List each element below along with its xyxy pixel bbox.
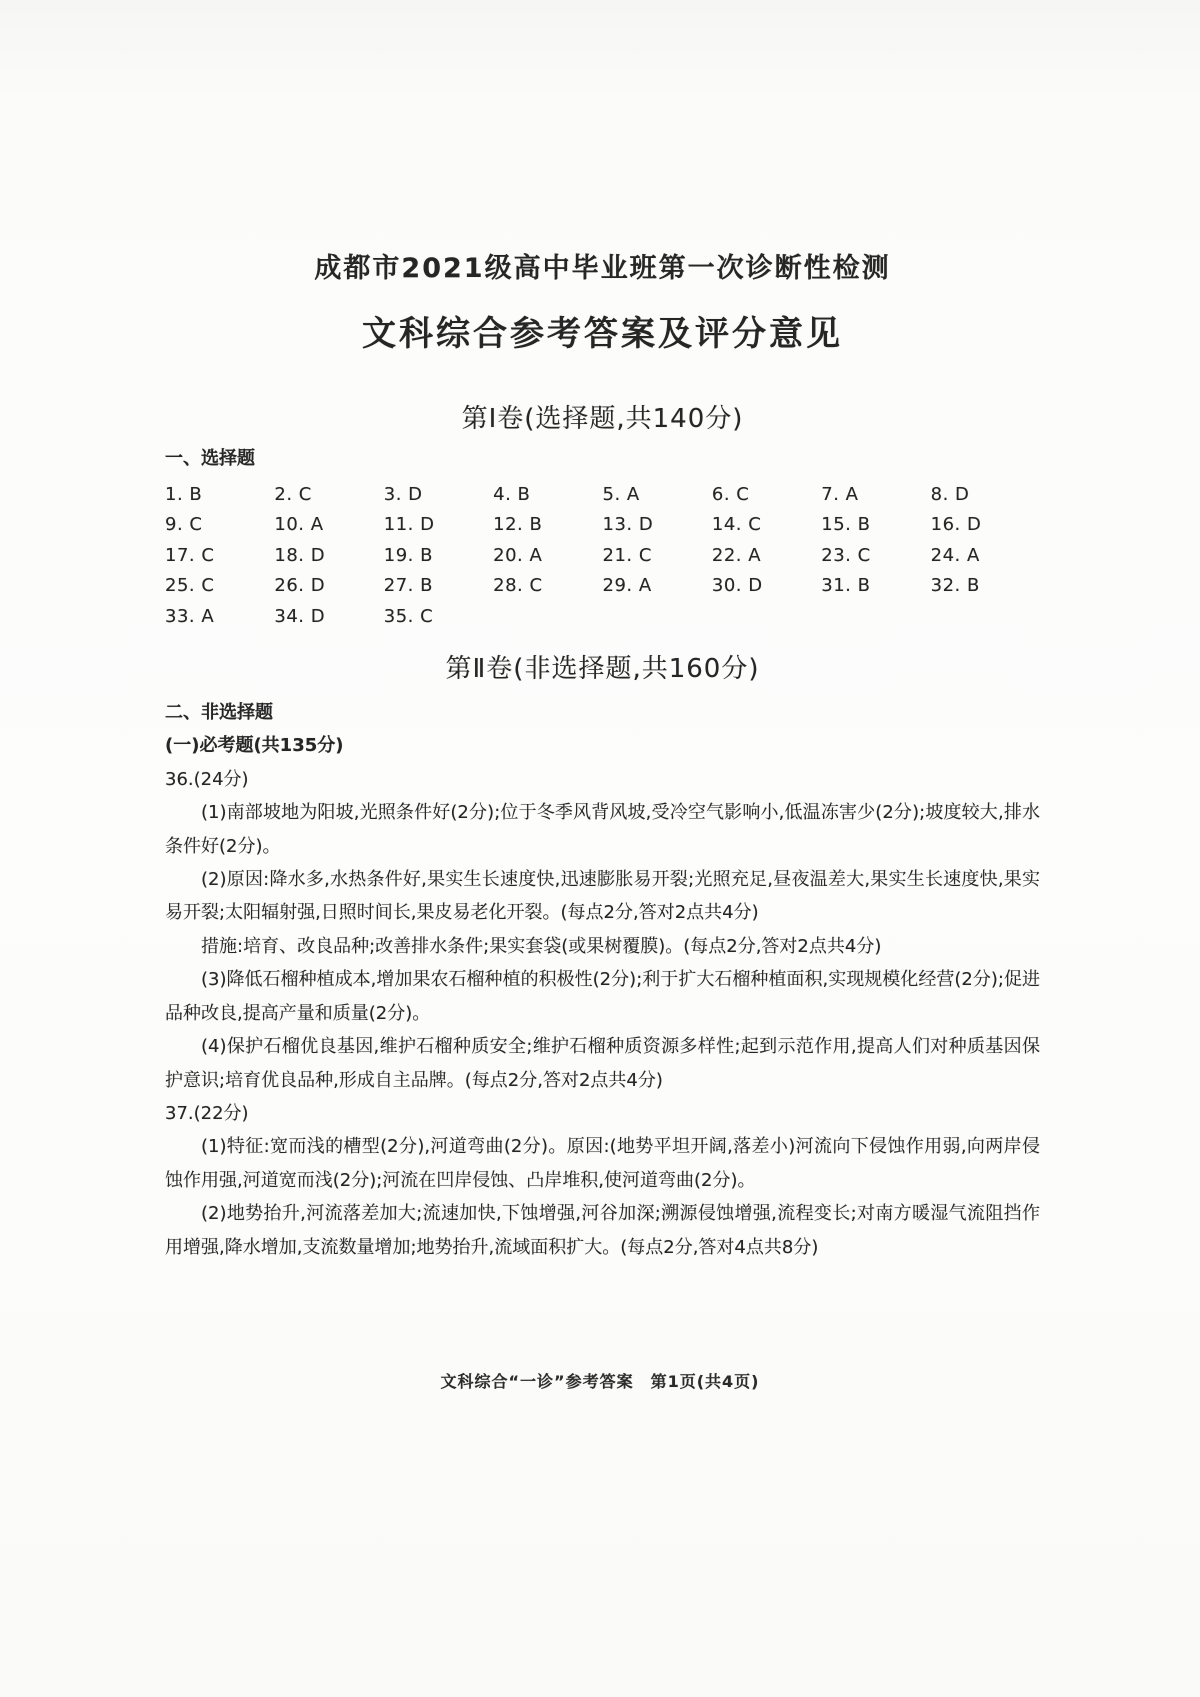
q37-answer-paragraph-1: (1)特征:宽而浅的槽型(2分),河道弯曲(2分)。原因:(地势平坦开阔,落差小)河流向下侵蚀作用弱,向两岸侵蚀作用强,河道宽而浅(2分);河流在凹岸侵蚀、凸岸堆积,使河道弯曲(2分)。 bbox=[165, 1136, 1040, 1191]
answer-cell-8: 8. D bbox=[930, 484, 970, 505]
part2-heading: 第Ⅱ卷(非选择题,共160分) bbox=[445, 654, 760, 685]
part2-section-label: 二、非选择题 bbox=[165, 702, 273, 724]
answer-cell-35: 35. C bbox=[383, 605, 434, 627]
answer-cell-20: 20. A bbox=[493, 544, 543, 566]
answer-cell-6: 6. C bbox=[711, 484, 750, 505]
answer-cell-13: 13. D bbox=[602, 514, 654, 536]
answer-cell-14: 14. C bbox=[711, 514, 762, 536]
part1-heading: 第Ⅰ卷(选择题,共140分) bbox=[461, 404, 744, 434]
part1-section-label: 一、选择题 bbox=[165, 448, 255, 469]
answer-cell-19: 19. B bbox=[383, 544, 433, 566]
answer-cell-26: 26. D bbox=[274, 575, 326, 597]
multiple-choice-answer-grid bbox=[165, 480, 1040, 632]
answer-cell-22: 22. A bbox=[711, 544, 762, 566]
q37-answer-paragraph-2: (2)地势抬升,河流落差加大;流速加快,下蚀增强,河谷加深;溯源侵蚀增强,流程变长;对南方暖湿气流阻挡作用增强,降水增加,支流数量增加;地势抬升,流域面积扩大。(每点2分,答对4点共8分) bbox=[165, 1203, 1040, 1258]
page-footer bbox=[0, 1370, 1200, 1394]
answer-cell-10: 10. A bbox=[274, 514, 324, 536]
q36-answer-paragraph-1: (1)南部坡地为阳坡,光照条件好(2分);位于冬季风背风坡,受冷空气影响小,低温冻害少(2分);坡度较大,排水条件好(2分)。 bbox=[165, 802, 1040, 857]
question-37-number: 37.(22分) bbox=[165, 1102, 249, 1124]
answer-cell-31: 31. B bbox=[821, 575, 871, 597]
answer-cell-9: 9. C bbox=[165, 514, 203, 536]
answer-cell-7: 7. A bbox=[821, 484, 859, 505]
answer-cell-3: 3. D bbox=[383, 484, 423, 505]
answer-cell-17: 17. C bbox=[165, 544, 215, 566]
answer-cell-29: 29. A bbox=[602, 575, 652, 597]
answer-cell-4: 4. B bbox=[493, 484, 531, 505]
q36-answer-paragraph-4: (3)降低石榴种植成本,增加果农石榴种植的积极性(2分);利于扩大石榴种植面积,实现规模化经营(2分);促进品种改良,提高产量和质量(2分)。 bbox=[165, 969, 1040, 1024]
answer-cell-12: 12. B bbox=[493, 514, 543, 536]
footer-text: 文科综合“一诊”参考答案 第1页(共4页) bbox=[440, 1372, 760, 1391]
answer-cell-15: 15. B bbox=[821, 514, 871, 536]
answer-cell-32: 32. B bbox=[930, 575, 980, 597]
document-title-line1: 成都市2021级高中毕业班第一次诊断性检测 bbox=[314, 253, 891, 284]
q36-answer-paragraph-5: (4)保护石榴优良基因,维护石榴种质安全;维护石榴种质资源多样性;起到示范作用,提高人们对种质基因保护意识;培育优良品种,形成自主品牌。(每点2分,答对2点共4分) bbox=[165, 1036, 1040, 1091]
answer-cell-24: 24. A bbox=[930, 544, 980, 566]
answer-cell-2: 2. C bbox=[274, 484, 312, 505]
answer-cell-33: 33. A bbox=[165, 605, 215, 627]
q36-answer-paragraph-3: 措施:培育、改良品种;改善排水条件;果实套袋(或果树覆膜)。(每点2分,答对2点共4分) bbox=[201, 935, 882, 957]
answer-cell-1: 1. B bbox=[165, 484, 203, 505]
answer-cell-30: 30. D bbox=[711, 575, 763, 597]
answer-cell-16: 16. D bbox=[930, 514, 982, 536]
answer-cell-5: 5. A bbox=[602, 484, 640, 505]
answer-cell-23: 23. C bbox=[821, 544, 871, 566]
part2-subsection-label: (一)必考题(共135分) bbox=[165, 735, 344, 757]
question-36-number: 36.(24分) bbox=[165, 768, 249, 790]
document-title-line2: 文科综合参考答案及评分意见 bbox=[362, 314, 843, 354]
answer-cell-34: 34. D bbox=[274, 605, 326, 627]
answer-cell-21: 21. C bbox=[602, 544, 652, 566]
answer-cell-11: 11. D bbox=[383, 514, 435, 536]
answer-cell-18: 18. D bbox=[274, 544, 326, 566]
answer-cell-27: 27. B bbox=[383, 575, 433, 597]
q36-answer-paragraph-2: (2)原因:降水多,水热条件好,果实生长速度快,迅速膨胀易开裂;光照充足,昼夜温差大,果实生长速度快,果实易开裂;太阳辐射强,日照时间长,果皮易老化开裂。(每点2分,答对2点共4分) bbox=[165, 869, 1040, 924]
answer-cell-28: 28. C bbox=[493, 575, 543, 597]
answer-cell-25: 25. C bbox=[165, 575, 215, 597]
